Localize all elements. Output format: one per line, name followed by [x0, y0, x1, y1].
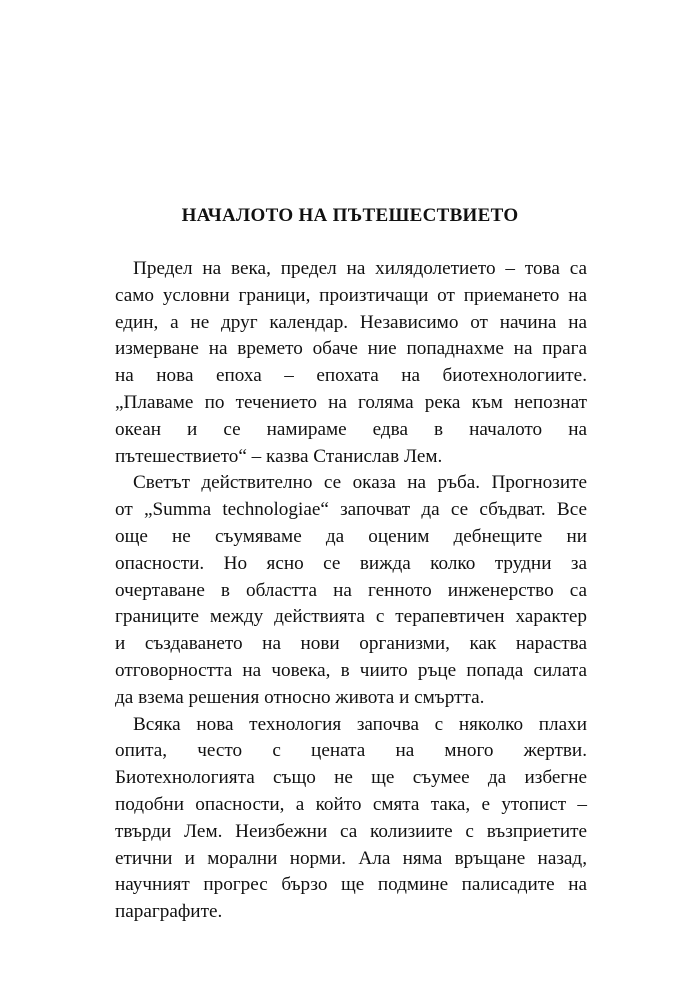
text-line: само условни граници, произтичащи от приемането на [115, 284, 587, 306]
body-text [115, 256, 587, 926]
text-line: Предел на века, предел на хилядолетието – това са [133, 258, 587, 279]
text-line: параграфите. [115, 901, 223, 923]
text-line: на нова епоха – епохата на биотехнологиите. [115, 365, 587, 387]
text-line: Биотехнологията също не ще съумее да избегне [115, 767, 587, 789]
text-line: очертаване в областта на генното инженерство са [115, 579, 587, 601]
text-line: от „Summa technologiae“ започват да се сбъдват. Все [115, 499, 587, 521]
text-line: Светът действително се оказа на ръба. Прогнозите [133, 472, 587, 494]
text-line: опасности. Но ясно се вижда колко трудни за [115, 552, 587, 574]
text-line: измерване на времето обаче ние попаднахме на прага [115, 338, 587, 360]
text-line: пътешествието“ – казва Станислав Лем. [115, 445, 443, 467]
text-line: границите между действията с терапевтичен характер [115, 606, 587, 628]
text-line: отговорността на човека, в чиито ръце попада силата [115, 659, 587, 681]
text-line: твърди Лем. Неизбежни са колизиите с възприетите [115, 820, 587, 842]
text-line: опита, често с цената на много жертви. [115, 740, 587, 762]
text-line: и създаването на нови организми, как нараства [115, 633, 587, 655]
text-line: да взема решения относно живота и смъртта. [115, 686, 485, 708]
text-line: океан и се намираме едва в началото на [115, 418, 587, 440]
text-line: подобни опасности, а който смята така, е утопист – [115, 793, 587, 815]
text-line: научният прогрес бързо ще подмине палисадите на [115, 874, 587, 896]
text-line: „Плаваме по течението на голяма река към непознат [115, 391, 587, 413]
chapter-title: НАЧАЛОТО НА ПЪТЕШЕСТВИЕТО [181, 205, 519, 226]
text-line: етични и морални норми. Ала няма връщане назад, [115, 847, 587, 869]
text-line: един, а не друг календар. Независимо от начина на [115, 311, 587, 333]
text-line: Всяка нова технология започва с няколко плахи [133, 713, 587, 735]
text-line: още не съумяваме да оценим дебнещите ни [115, 525, 587, 547]
